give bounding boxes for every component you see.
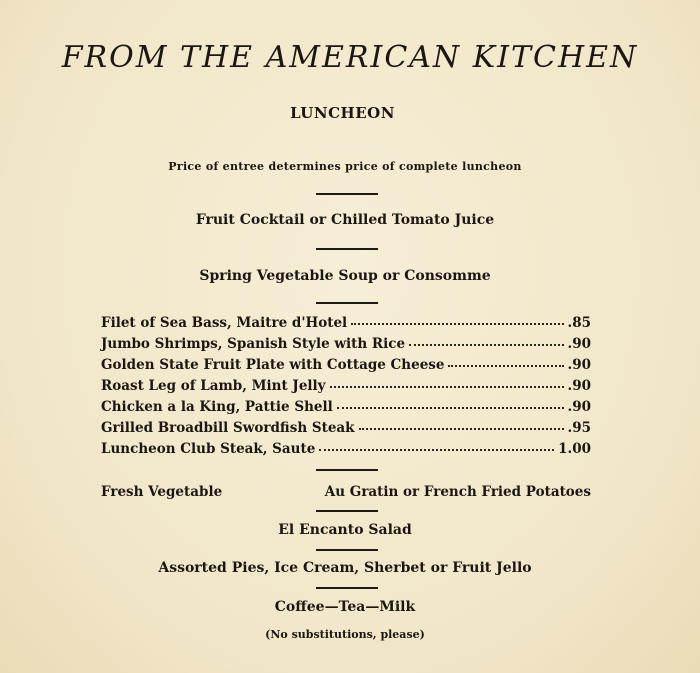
divider <box>316 193 378 195</box>
entree-name: Roast Leg of Lamb, Mint Jelly <box>101 378 326 394</box>
divider <box>316 549 378 551</box>
vegetable-side: Fresh Vegetable <box>101 484 223 500</box>
entree-item <box>101 441 591 462</box>
pricing-note: Price of entree determines price of complete luncheon <box>168 160 522 173</box>
entree-name: Luncheon Club Steak, Saute <box>101 441 316 457</box>
entree-item <box>101 399 591 420</box>
soup-course: Spring Vegetable Soup or Consomme <box>199 268 491 284</box>
entree-item <box>101 315 591 336</box>
entree-price: .90 <box>567 336 591 352</box>
entree-price: .95 <box>567 420 591 436</box>
potato-side: Au Gratin or French Fried Potatoes <box>324 484 591 500</box>
leader-dots <box>337 406 564 409</box>
entree-name: Golden State Fruit Plate with Cottage Cheese <box>101 357 445 373</box>
entree-item <box>101 336 591 357</box>
leader-dots <box>409 343 563 346</box>
menu-title: FROM THE AMERICAN KITCHEN <box>61 40 639 75</box>
entree-name: Filet of Sea Bass, Maitre d'Hotel <box>101 315 348 331</box>
entree-name: Chicken a la King, Pattie Shell <box>101 399 333 415</box>
leader-dots <box>319 448 554 451</box>
divider <box>316 587 378 589</box>
divider <box>316 510 378 512</box>
divider <box>316 302 378 304</box>
starter-course: Fruit Cocktail or Chilled Tomato Juice <box>195 212 495 228</box>
entree-name: Grilled Broadbill Swordfish Steak <box>101 420 355 436</box>
entree-item <box>101 378 591 399</box>
entree-item <box>101 420 591 441</box>
entree-price: .90 <box>567 399 591 415</box>
sides-row <box>101 484 591 500</box>
entree-name: Jumbo Shrimps, Spanish Style with Rice <box>101 336 406 352</box>
entree-price: .85 <box>567 315 591 331</box>
section-heading: LUNCHEON <box>290 104 395 122</box>
entree-price: .90 <box>567 378 591 394</box>
entree-price: .90 <box>567 357 591 373</box>
leader-dots <box>359 427 564 430</box>
leader-dots <box>448 364 563 367</box>
entree-item <box>101 357 591 378</box>
beverage-course: Coffee—Tea—Milk <box>274 599 416 615</box>
entree-price: 1.00 <box>558 441 591 457</box>
footnote: (No substitutions, please) <box>265 628 425 641</box>
divider <box>316 248 378 250</box>
entree-list <box>101 315 591 462</box>
dessert-course: Assorted Pies, Ice Cream, Sherbet or Fruit Jello <box>158 560 532 576</box>
leader-dots <box>351 322 563 325</box>
divider <box>316 469 378 471</box>
salad-course: El Encanto Salad <box>278 522 412 538</box>
leader-dots <box>330 385 564 388</box>
